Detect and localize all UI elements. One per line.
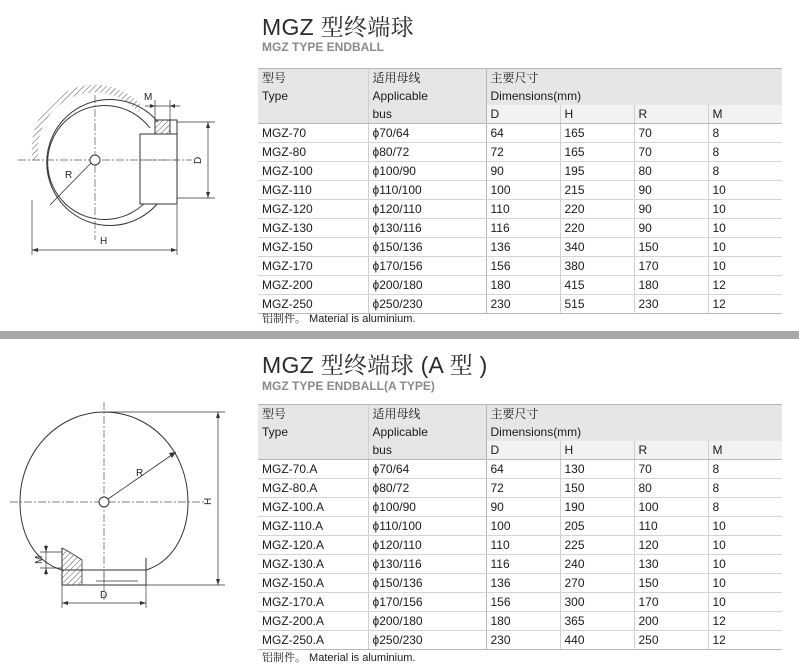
cell-bus: ϕ120/110 bbox=[368, 536, 486, 555]
cell-d: 156 bbox=[486, 257, 560, 276]
cell-model: MGZ-100 bbox=[258, 162, 368, 181]
cell-h: 300 bbox=[560, 593, 634, 612]
cell-model: MGZ-150 bbox=[258, 238, 368, 257]
cell-d: 100 bbox=[486, 181, 560, 200]
cell-bus: ϕ110/100 bbox=[368, 181, 486, 200]
cell-bus: ϕ150/136 bbox=[368, 574, 486, 593]
header-bus-en: Applicable bbox=[368, 87, 486, 105]
cell-h: 150 bbox=[560, 479, 634, 498]
section-endball-a-type bbox=[0, 340, 799, 672]
cell-model: MGZ-200 bbox=[258, 276, 368, 295]
cell-model: MGZ-80.A bbox=[258, 479, 368, 498]
cell-r: 90 bbox=[634, 219, 708, 238]
cell-d: 116 bbox=[486, 219, 560, 238]
table-row bbox=[258, 257, 782, 276]
cell-h: 220 bbox=[560, 200, 634, 219]
cell-model: MGZ-250.A bbox=[258, 631, 368, 650]
cell-d: 100 bbox=[486, 517, 560, 536]
cell-r: 110 bbox=[634, 517, 708, 536]
cell-r: 100 bbox=[634, 498, 708, 517]
cell-d: 230 bbox=[486, 295, 560, 314]
cell-r: 80 bbox=[634, 479, 708, 498]
table-row bbox=[258, 162, 782, 181]
table-row bbox=[258, 200, 782, 219]
cell-h: 165 bbox=[560, 143, 634, 162]
cell-m: 10 bbox=[708, 555, 782, 574]
spec-table bbox=[258, 68, 782, 314]
cell-m: 8 bbox=[708, 124, 782, 143]
header-dims-cn: 主要尺寸 bbox=[486, 405, 782, 424]
cell-model: MGZ-150.A bbox=[258, 574, 368, 593]
cell-bus: ϕ70/64 bbox=[368, 460, 486, 479]
cell-d: 136 bbox=[486, 574, 560, 593]
cell-model: MGZ-200.A bbox=[258, 612, 368, 631]
cell-d: 180 bbox=[486, 276, 560, 295]
cell-model: MGZ-130.A bbox=[258, 555, 368, 574]
cell-r: 120 bbox=[634, 536, 708, 555]
header-col-d: D bbox=[486, 105, 560, 124]
cell-bus: ϕ70/64 bbox=[368, 124, 486, 143]
table-body bbox=[258, 124, 782, 314]
header-bus-en-2: bus bbox=[368, 105, 486, 124]
cell-r: 170 bbox=[634, 593, 708, 612]
cell-h: 220 bbox=[560, 219, 634, 238]
table-header-row bbox=[258, 441, 782, 460]
cell-m: 8 bbox=[708, 143, 782, 162]
table-header-row bbox=[258, 405, 782, 424]
cell-m: 12 bbox=[708, 631, 782, 650]
cell-m: 10 bbox=[708, 200, 782, 219]
cell-m: 12 bbox=[708, 612, 782, 631]
cell-bus: ϕ120/110 bbox=[368, 200, 486, 219]
header-col-d: D bbox=[486, 441, 560, 460]
table-row bbox=[258, 612, 782, 631]
section-endball bbox=[0, 0, 799, 330]
cell-model: MGZ-110 bbox=[258, 181, 368, 200]
table-body bbox=[258, 460, 782, 650]
cell-bus: ϕ250/230 bbox=[368, 295, 486, 314]
cell-bus: ϕ170/156 bbox=[368, 593, 486, 612]
cell-r: 90 bbox=[634, 181, 708, 200]
cell-bus: ϕ100/90 bbox=[368, 162, 486, 181]
cell-model: MGZ-70.A bbox=[258, 460, 368, 479]
drawing-label-m: M bbox=[34, 555, 45, 564]
cell-h: 195 bbox=[560, 162, 634, 181]
cell-m: 10 bbox=[708, 593, 782, 612]
cell-bus: ϕ250/230 bbox=[368, 631, 486, 650]
section-title: MGZ 型终端球 bbox=[262, 14, 414, 40]
endball-a-type-technical-drawing bbox=[0, 340, 250, 672]
cell-bus: ϕ130/116 bbox=[368, 555, 486, 574]
cell-m: 10 bbox=[708, 536, 782, 555]
material-note: 铝制件。 Material is aluminium. bbox=[262, 313, 416, 325]
cell-d: 90 bbox=[486, 498, 560, 517]
table-header-row bbox=[258, 105, 782, 124]
cell-model: MGZ-100.A bbox=[258, 498, 368, 517]
header-col-r: R bbox=[634, 441, 708, 460]
cell-m: 8 bbox=[708, 162, 782, 181]
cell-h: 225 bbox=[560, 536, 634, 555]
cell-m: 10 bbox=[708, 574, 782, 593]
cell-bus: ϕ170/156 bbox=[368, 257, 486, 276]
table-row bbox=[258, 574, 782, 593]
cell-r: 230 bbox=[634, 295, 708, 314]
cell-h: 190 bbox=[560, 498, 634, 517]
cell-r: 80 bbox=[634, 162, 708, 181]
header-bus-en-2: bus bbox=[368, 441, 486, 460]
cell-m: 8 bbox=[708, 498, 782, 517]
drawing-label-h: H bbox=[100, 236, 108, 247]
spec-table bbox=[258, 404, 782, 650]
cell-h: 215 bbox=[560, 181, 634, 200]
cell-d: 230 bbox=[486, 631, 560, 650]
cell-h: 165 bbox=[560, 124, 634, 143]
cell-model: MGZ-170 bbox=[258, 257, 368, 276]
table-row bbox=[258, 517, 782, 536]
cell-m: 8 bbox=[708, 479, 782, 498]
section-title: MGZ 型终端球 (A 型 ) bbox=[262, 352, 488, 378]
table-row bbox=[258, 593, 782, 612]
cell-h: 340 bbox=[560, 238, 634, 257]
cell-d: 156 bbox=[486, 593, 560, 612]
cell-m: 12 bbox=[708, 276, 782, 295]
header-model-cn: 型号 bbox=[258, 69, 368, 88]
header-dims-cn: 主要尺寸 bbox=[486, 69, 782, 88]
cell-d: 110 bbox=[486, 536, 560, 555]
endball-flange-hatch bbox=[155, 120, 170, 134]
table-row bbox=[258, 460, 782, 479]
cell-bus: ϕ200/180 bbox=[368, 612, 486, 631]
table-row bbox=[258, 124, 782, 143]
cell-d: 180 bbox=[486, 612, 560, 631]
cell-h: 365 bbox=[560, 612, 634, 631]
cell-d: 72 bbox=[486, 143, 560, 162]
cell-r: 200 bbox=[634, 612, 708, 631]
header-bus-cn: 适用母线 bbox=[368, 405, 486, 424]
cell-r: 70 bbox=[634, 460, 708, 479]
cell-model: MGZ-250 bbox=[258, 295, 368, 314]
table-row bbox=[258, 536, 782, 555]
cell-h: 515 bbox=[560, 295, 634, 314]
cell-r: 130 bbox=[634, 555, 708, 574]
table-row bbox=[258, 181, 782, 200]
cell-m: 10 bbox=[708, 219, 782, 238]
drawing-label-d: D bbox=[193, 156, 204, 164]
cell-m: 10 bbox=[708, 181, 782, 200]
section-subtitle: MGZ TYPE ENDBALL bbox=[262, 40, 384, 54]
cell-model: MGZ-130 bbox=[258, 219, 368, 238]
cell-model: MGZ-80 bbox=[258, 143, 368, 162]
cell-model: MGZ-70 bbox=[258, 124, 368, 143]
cell-h: 240 bbox=[560, 555, 634, 574]
header-model-en: Type bbox=[258, 87, 368, 105]
header-col-h: H bbox=[560, 105, 634, 124]
header-col-r: R bbox=[634, 105, 708, 124]
endball-technical-drawing bbox=[0, 0, 250, 330]
cell-bus: ϕ130/116 bbox=[368, 219, 486, 238]
cell-bus: ϕ100/90 bbox=[368, 498, 486, 517]
table-header-row bbox=[258, 423, 782, 441]
cell-h: 205 bbox=[560, 517, 634, 536]
cell-m: 10 bbox=[708, 238, 782, 257]
header-dims-en: Dimensions(mm) bbox=[486, 87, 782, 105]
drawing-label-r: R bbox=[136, 468, 144, 479]
header-model-cn: 型号 bbox=[258, 405, 368, 424]
table-row bbox=[258, 238, 782, 257]
cell-h: 415 bbox=[560, 276, 634, 295]
table-row bbox=[258, 143, 782, 162]
cell-r: 170 bbox=[634, 257, 708, 276]
cell-model: MGZ-110.A bbox=[258, 517, 368, 536]
cell-model: MGZ-170.A bbox=[258, 593, 368, 612]
cell-bus: ϕ80/72 bbox=[368, 143, 486, 162]
drawing-label-h: H bbox=[203, 497, 214, 505]
header-dims-en: Dimensions(mm) bbox=[486, 423, 782, 441]
cell-d: 110 bbox=[486, 200, 560, 219]
cell-h: 380 bbox=[560, 257, 634, 276]
table-row bbox=[258, 631, 782, 650]
cell-model: MGZ-120.A bbox=[258, 536, 368, 555]
cell-d: 136 bbox=[486, 238, 560, 257]
cell-bus: ϕ80/72 bbox=[368, 479, 486, 498]
drawing-label-m: M bbox=[144, 92, 153, 103]
section-subtitle: MGZ TYPE ENDBALL(A TYPE) bbox=[262, 379, 435, 393]
endball-neck bbox=[140, 134, 177, 204]
cell-bus: ϕ200/180 bbox=[368, 276, 486, 295]
header-bus-en: Applicable bbox=[368, 423, 486, 441]
cell-d: 90 bbox=[486, 162, 560, 181]
table-row bbox=[258, 219, 782, 238]
cell-model: MGZ-120 bbox=[258, 200, 368, 219]
table-row bbox=[258, 276, 782, 295]
cell-r: 150 bbox=[634, 238, 708, 257]
cell-h: 130 bbox=[560, 460, 634, 479]
table-row bbox=[258, 555, 782, 574]
cell-r: 70 bbox=[634, 124, 708, 143]
table-row bbox=[258, 498, 782, 517]
cell-d: 72 bbox=[486, 479, 560, 498]
cell-r: 150 bbox=[634, 574, 708, 593]
drawing-label-d: D bbox=[100, 590, 108, 601]
cell-h: 440 bbox=[560, 631, 634, 650]
cell-r: 90 bbox=[634, 200, 708, 219]
cell-h: 270 bbox=[560, 574, 634, 593]
cell-r: 70 bbox=[634, 143, 708, 162]
table-header-row bbox=[258, 69, 782, 88]
cell-d: 64 bbox=[486, 460, 560, 479]
cell-m: 12 bbox=[708, 295, 782, 314]
header-model-en: Type bbox=[258, 423, 368, 441]
header-bus-cn: 适用母线 bbox=[368, 69, 486, 88]
table-header-row bbox=[258, 87, 782, 105]
cell-m: 10 bbox=[708, 517, 782, 536]
header-col-h: H bbox=[560, 441, 634, 460]
cell-m: 10 bbox=[708, 257, 782, 276]
cell-bus: ϕ110/100 bbox=[368, 517, 486, 536]
cell-bus: ϕ150/136 bbox=[368, 238, 486, 257]
cell-r: 250 bbox=[634, 631, 708, 650]
header-col-m: M bbox=[708, 441, 782, 460]
table-row bbox=[258, 479, 782, 498]
cell-m: 8 bbox=[708, 460, 782, 479]
section-divider bbox=[0, 331, 799, 339]
drawing-label-r: R bbox=[65, 170, 73, 181]
cell-d: 64 bbox=[486, 124, 560, 143]
cell-d: 116 bbox=[486, 555, 560, 574]
cell-r: 180 bbox=[634, 276, 708, 295]
header-col-m: M bbox=[708, 105, 782, 124]
material-note: 铝制件。 Material is aluminium. bbox=[262, 652, 416, 664]
